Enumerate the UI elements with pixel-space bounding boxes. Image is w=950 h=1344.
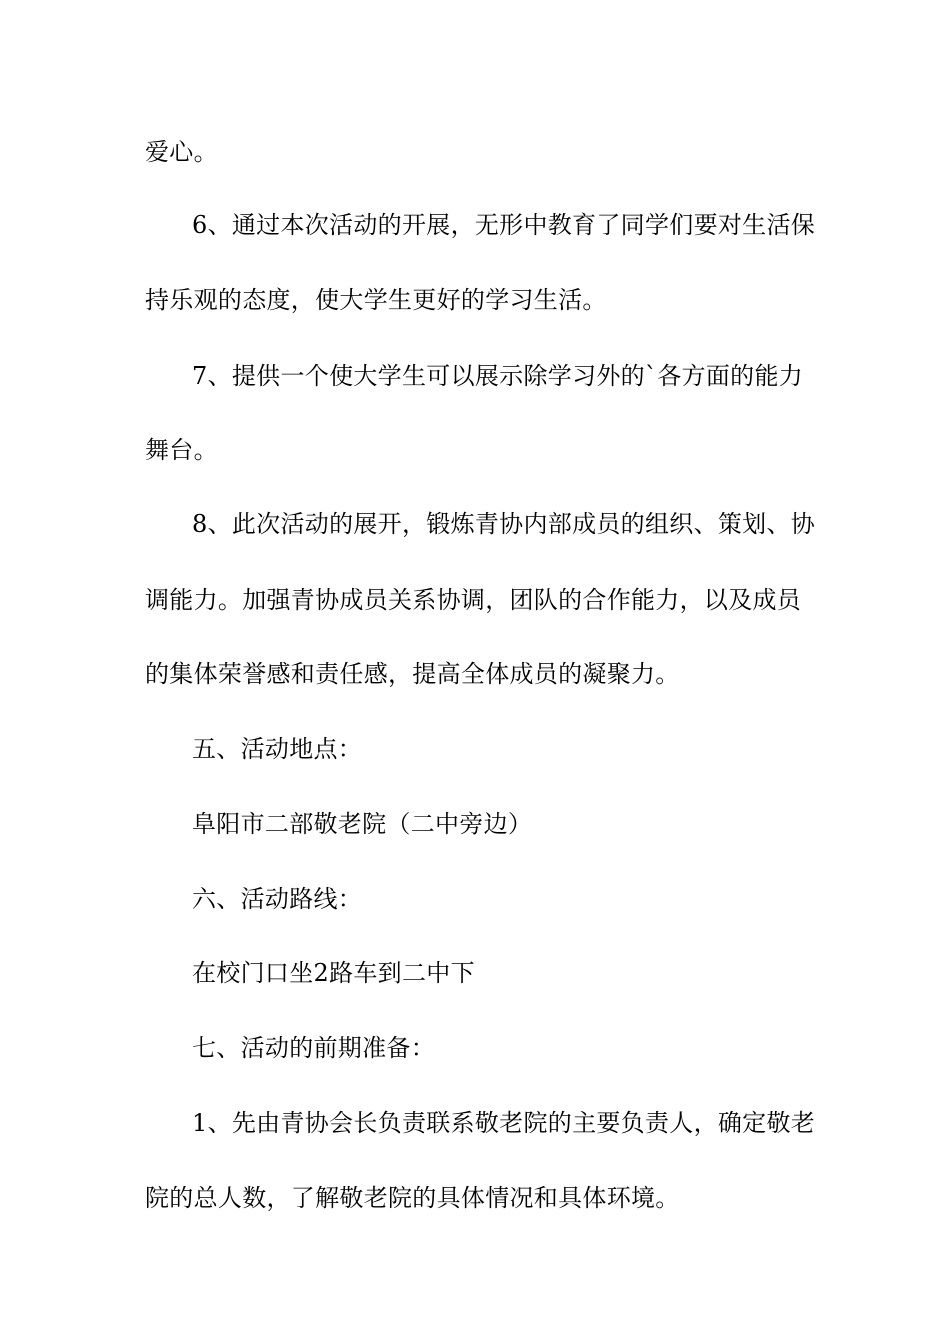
text-line: 舞台。 [145, 436, 218, 464]
location-text: 阜阳市二部敬老院（二中旁边） [192, 810, 533, 838]
route-text: 在校门口坐2路车到二中下 [192, 959, 475, 987]
text-line: 爱心。 [145, 138, 218, 166]
text-line: 持乐观的态度，使大学生更好的学习生活。 [145, 286, 607, 314]
section-heading-preparation: 七、活动的前期准备： [192, 1034, 435, 1062]
text-line: 院的总人数，了解敬老院的具体情况和具体环境。 [145, 1184, 680, 1212]
section-heading-route: 六、活动路线： [192, 885, 363, 913]
list-item-7: 7、提供一个使大学生可以展示除学习外的`各方面的能力 [192, 362, 804, 390]
text-line: 调能力。加强青协成员关系协调，团队的合作能力，以及成员 [145, 586, 802, 614]
text-line: 的集体荣誉感和责任感，提高全体成员的凝聚力。 [145, 660, 680, 688]
section-heading-location: 五、活动地点： [192, 735, 363, 763]
list-item-8: 8、此次活动的展开，锻炼青协内部成员的组织、策划、协 [192, 510, 816, 538]
list-item-6: 6、通过本次活动的开展，无形中教育了同学们要对生活保 [192, 211, 816, 239]
list-item-1: 1、先由青协会长负责联系敬老院的主要负责人，确定敬老 [192, 1109, 816, 1137]
